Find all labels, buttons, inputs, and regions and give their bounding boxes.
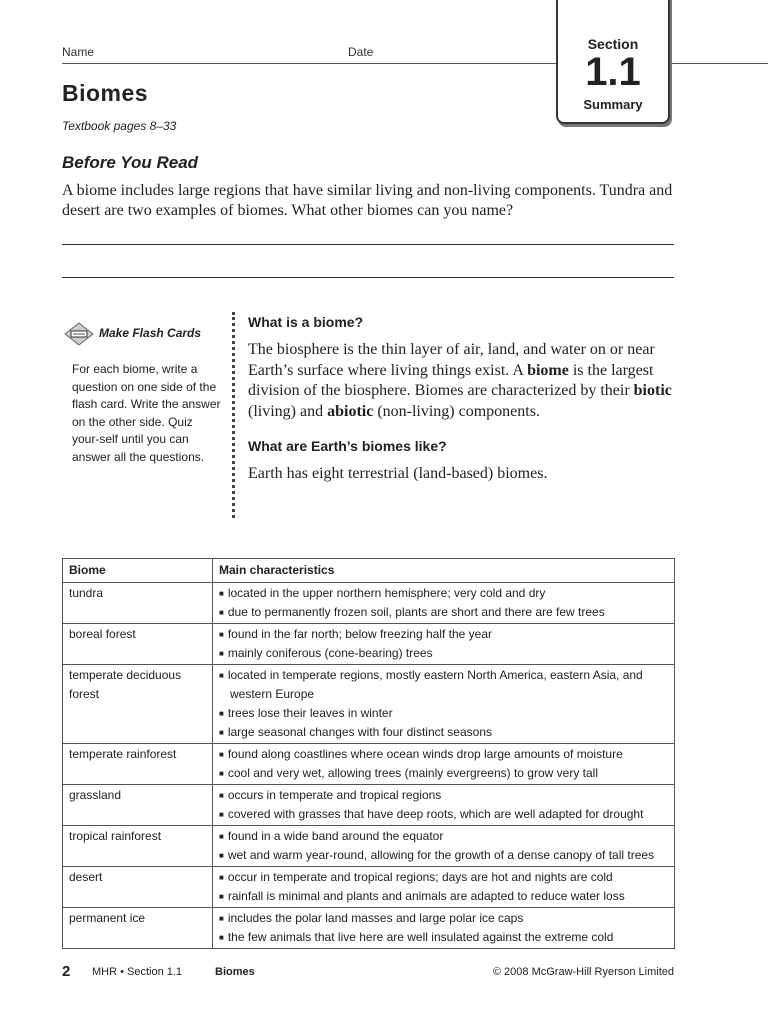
characteristic-item: ■ occur in temperate and tropical regions; days are hot and nights are cold xyxy=(219,868,668,887)
characteristics-cell xyxy=(213,624,675,665)
date-label: Date xyxy=(348,45,374,59)
table-row xyxy=(63,826,675,867)
characteristics-cell xyxy=(213,785,675,826)
flash-cards-title: Make Flash Cards xyxy=(99,326,202,340)
biome-name-cell: grassland xyxy=(63,785,213,826)
name-label: Name xyxy=(62,45,95,59)
section-word: Section xyxy=(587,36,639,52)
table-row xyxy=(63,665,675,744)
header-rule xyxy=(668,63,768,64)
page-title: Biomes xyxy=(62,80,149,106)
characteristic-item: ■ found in the far north; below freezing half the year xyxy=(219,625,668,644)
biome-name-cell: boreal forest xyxy=(63,624,213,665)
header-characteristics: Main characteristics xyxy=(213,559,675,583)
section-tab xyxy=(556,0,670,124)
biome-name-cell: desert xyxy=(63,867,213,908)
characteristic-item: ■ large seasonal changes with four distinct seasons xyxy=(219,723,668,742)
footer-reference: MHR • Section 1.1 xyxy=(92,966,183,978)
characteristic-item: ■ cool and very wet, allowing trees (mainly evergreens) to grow very tall xyxy=(219,764,668,783)
flash-card-icon xyxy=(64,322,94,346)
characteristic-item: ■ rainfall is minimal and plants and animals are adapted to reduce water loss xyxy=(219,887,668,906)
characteristics-cell xyxy=(213,908,675,949)
characteristics-cell xyxy=(213,867,675,908)
biome-name-cell: permanent ice xyxy=(63,908,213,949)
table-row xyxy=(63,624,675,665)
characteristic-item: ■ occurs in temperate and tropical regions xyxy=(219,786,668,805)
characteristic-item: ■ found along coastlines where ocean winds drop large amounts of moisture xyxy=(219,745,668,764)
characteristic-item: ■ due to permanently frozen soil, plants are short and there are few trees xyxy=(219,603,668,622)
footer-copyright: © 2008 McGraw-Hill Ryerson Limited xyxy=(492,966,674,978)
term-biotic: biotic xyxy=(633,382,672,399)
biome-name-cell: tropical rainforest xyxy=(63,826,213,867)
flash-cards-body: For each biome, write a question on one side of the flash card. Write the answer on the other side. Quiz your-self until you can answer all the questions. xyxy=(72,362,221,464)
table-row xyxy=(63,583,675,624)
before-you-read-heading: Before You Read xyxy=(62,153,199,172)
term-abiotic: abiotic xyxy=(327,402,374,420)
answer-line[interactable] xyxy=(62,244,674,245)
characteristic-item: ■ located in the upper northern hemisphere; very cold and dry xyxy=(219,584,668,603)
characteristic-item: ■ the few animals that live here are well insulated against the extreme cold xyxy=(219,928,668,947)
biomes-like-heading: What are Earth’s biomes like? xyxy=(248,438,447,454)
name-date-line xyxy=(62,63,556,64)
table-row xyxy=(63,744,675,785)
characteristic-item: ■ includes the polar land masses and large polar ice caps xyxy=(219,909,668,928)
biomes-table xyxy=(62,558,675,949)
characteristics-cell xyxy=(213,665,675,744)
before-you-read-body: A biome includes large regions that have similar living and non-living components. Tundra and desert are two examples of biomes. What other biomes can you name? xyxy=(62,182,673,219)
table-row xyxy=(63,785,675,826)
biome-name-cell: temperate deciduous forest xyxy=(63,665,213,744)
biome-name-cell: tundra xyxy=(63,583,213,624)
table-row xyxy=(63,867,675,908)
characteristics-cell xyxy=(213,583,675,624)
characteristics-cell xyxy=(213,826,675,867)
characteristics-cell xyxy=(213,744,675,785)
characteristic-item: ■ covered with grasses that have deep roots, which are well adapted for drought xyxy=(219,805,668,824)
characteristic-item: ■ mainly coniferous (cone-bearing) trees xyxy=(219,644,668,663)
characteristic-item: ■ located in temperate regions, mostly eastern North America, eastern Asia, and western Europe xyxy=(219,666,668,704)
section-number: 1.1 xyxy=(585,50,641,94)
answer-line[interactable] xyxy=(62,277,674,278)
characteristic-item: ■ found in a wide band around the equator xyxy=(219,827,668,846)
what-is-a-biome-body: The biosphere is the thin layer of air, land, and water on or near Earth’s surface where living things exist. A biome is the largest division of the biosphere. Biomes are characterized by their biotic (living) and abiotic (non-living) components. xyxy=(248,341,672,420)
section-subtitle: Summary xyxy=(583,97,643,112)
characteristic-item: ■ wet and warm year-round, allowing for the growth of a dense canopy of tall trees xyxy=(219,846,668,865)
what-is-a-biome-heading: What is a biome? xyxy=(248,314,364,330)
dotted-divider xyxy=(232,312,235,518)
table-header-row xyxy=(63,559,675,583)
term-biome: biome xyxy=(527,361,569,379)
table-row xyxy=(63,908,675,949)
page-number: 2 xyxy=(62,963,71,980)
footer-title: Biomes xyxy=(215,966,255,978)
header-biome: Biome xyxy=(63,559,213,583)
textbook-pages: Textbook pages 8–33 xyxy=(62,119,177,133)
biome-name-cell: temperate rainforest xyxy=(63,744,213,785)
characteristic-item: ■ trees lose their leaves in winter xyxy=(219,704,668,723)
biomes-like-body: Earth has eight terrestrial (land-based) biomes. xyxy=(248,465,548,482)
